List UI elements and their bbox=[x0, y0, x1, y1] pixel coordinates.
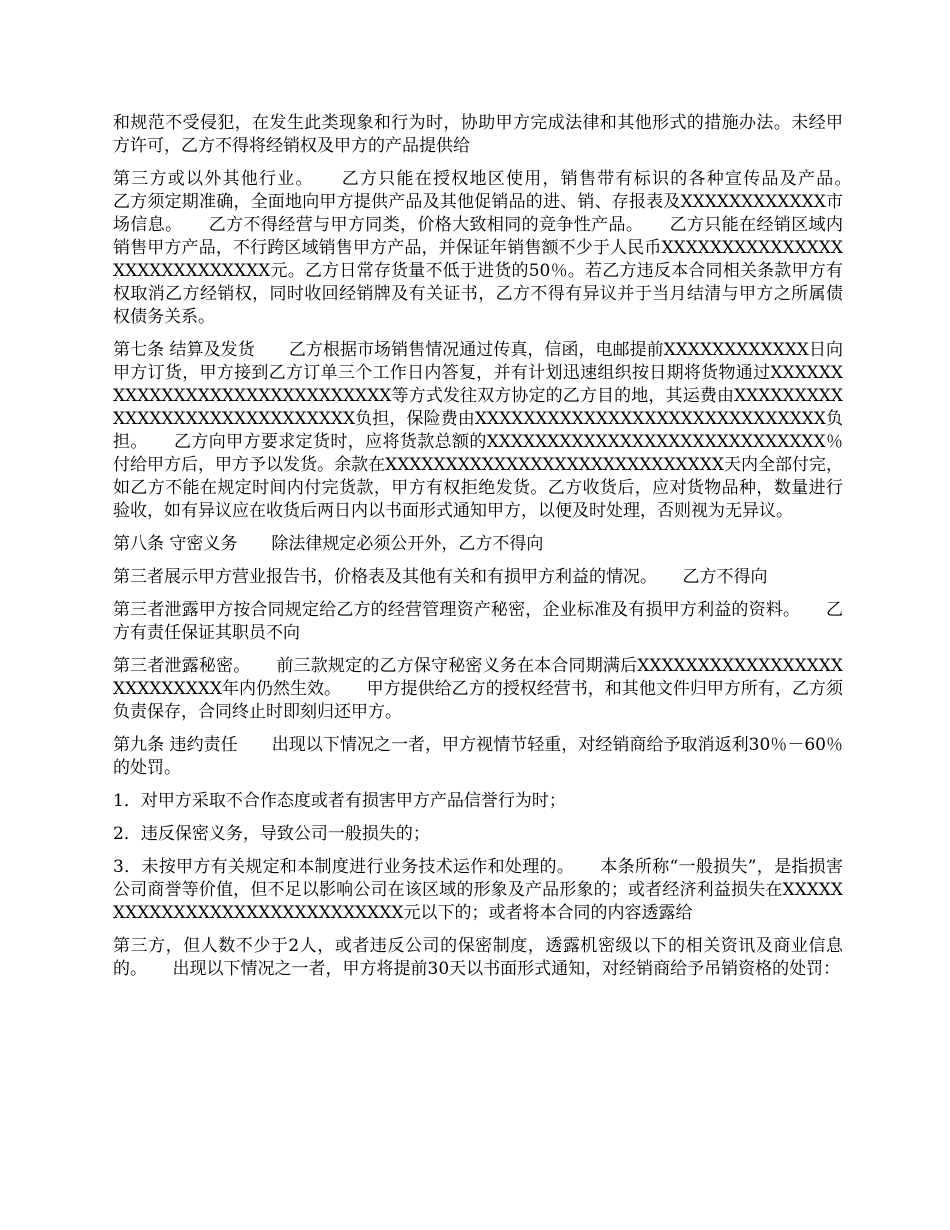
paragraph-article-7-settlement: 第七条 结算及发货 乙方根据市场销售情况通过传真，信函，电邮提前XXXXXXXXXXXX日向甲方订货，甲方接到乙方订单三个工作日内答复，并有计划迅速组织按日期将货物通过XXXXXXXXXXXXXXXXXXXXXXXXXXXXX等方式发往双方协定的乙方目的地，其运费由XXXXXXXXXXXXXXXXXXXXXXXXXXXXX负担，保险费由XXXXXXXXXXXXXXXXXXXXXXXXXXXXX负担。 乙方向甲方要求定货时，应将货款总额的XXXXXXXXXXXXXXXXXXXXXXXXXXXX％付给甲方后，甲方予以发货。余款在XXXXXXXXXXXXXXXXXXXXXXXXXXXX天内全部付完，如乙方不能在规定时间内付完货款，甲方有权拒绝发货。乙方收货后，应对货物品种，数量进行验收，如有异议应在收货后两日内以书面形式通知甲方，以便及时处理，否则视为无异议。 bbox=[113, 340, 843, 521]
list-item-1: 1．对甲方采取不合作态度或者有损害甲方产品信誉行为时； bbox=[113, 791, 566, 811]
list-item-2: 2．违反保密义务，导致公司一般损失的； bbox=[113, 824, 430, 844]
list-item-3: 3．未按甲方有关规定和本制度进行业务技术运作和处理的。 本条所称“一般损失”，是指损害公司商誉等价值，但不足以影响公司在该区域的形象及产品形象的；或者经济利益损失在XXXXXXXXXXXXXXXXXXXXXXXXXXXXX元以下的；或者将本合同的内容透露给 bbox=[113, 857, 843, 923]
paragraph-third-party-leak: 第三者泄露甲方按合同规定给乙方的经营管理资产秘密，企业标准及有损甲方利益的资料。 乙方有责任保证其职员不向 bbox=[113, 600, 843, 643]
paragraph-authorization: 和规范不受侵犯，在发生此类现象和行为时，协助甲方完成法律和其他形式的措施办法。未经甲方许可，乙方不得将经销权及甲方的产品提供给 bbox=[113, 113, 843, 156]
paragraph-third-party-display: 第三者展示甲方营业报告书，价格表及其他有关和有损甲方利益的情况。 乙方不得向 bbox=[113, 567, 768, 587]
paragraph-sales-scope: 第三方或以外其他行业。 乙方只能在授权地区使用，销售带有标识的各种宣传品及产品。 乙方须定期准确，全面地向甲方提供产品及其他促销品的进、销、存报表及XXXXXXXXXXXX市场信息。 乙方不得经营与甲方同类，价格大致相同的竞争性产品。 乙方只能在经销区域内销售甲方产品，不行跨区域销售甲方产品，并保证年销售额不少于人民币XXXXXXXXXXXXXXXXXXXXXXXXXXXX元。乙方日常存货量不低于进货的50％。若乙方违反本合同相关条款甲方有权取消乙方经销权，同时收回经销牌及有关证书，乙方不得有异议并于当月结清与甲方之所属债权债务关系。 bbox=[113, 169, 877, 327]
paragraph-secret-duration: 第三者泄露秘密。 前三款规定的乙方保守秘密义务在本合同期满后XXXXXXXXXXXXXXXXXXXXXXXXXX年内仍然生效。 甲方提供给乙方的授权经营书，和其他文件归甲方所有，乙方须负责保存，合同终止时即刻归还甲方。 bbox=[113, 656, 843, 722]
paragraph-revocation: 第三方，但人数不少于2人，或者违反公司的保密制度，透露机密级以下的相关资讯及商业信息的。 出现以下情况之一者，甲方将提前30天以书面形式通知，对经销商给予吊销资格的处罚： bbox=[113, 936, 843, 979]
document-page bbox=[113, 112, 877, 991]
paragraph-article-9-liability: 第九条 违约责任 出现以下情况之一者，甲方视情节轻重，对经销商给予取消返利30％－60％的处罚。 bbox=[113, 735, 843, 778]
paragraph-article-8-confidentiality: 第八条 守密义务 除法律规定必须公开外，乙方不得向 bbox=[113, 534, 544, 554]
